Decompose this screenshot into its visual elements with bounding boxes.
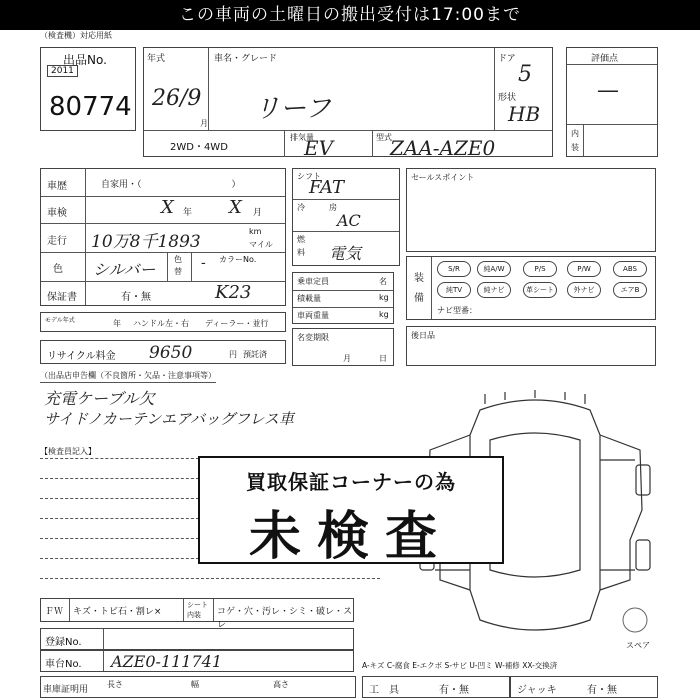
recycle-row <box>40 340 286 364</box>
notes-header: （出品店申告欄（不良箇所・欠品・注意事項等） <box>40 370 216 383</box>
color-change-label-2: 替 <box>174 267 182 276</box>
inspection-month-label: 月 <box>253 208 263 218</box>
chassis-row <box>40 650 354 672</box>
lot-label: 出品No. <box>63 53 107 67</box>
registration-row <box>40 628 354 650</box>
tools-row <box>362 676 510 698</box>
fw-text: キズ・トビ石・割レ× <box>73 607 162 617</box>
color-change-value: - <box>201 255 206 271</box>
equip-genuine-navi: 純ナビ <box>477 282 511 298</box>
month-label: 月 <box>200 119 208 128</box>
seat-text: コゲ・穴・汚レ・シミ・破レ・スレ <box>217 607 353 630</box>
capacity-label: 乗車定員 <box>297 277 329 286</box>
ac-value: AC <box>337 211 361 230</box>
color-no-label: カラーNo. <box>219 255 257 264</box>
recycle-status: 預託済 <box>243 350 267 359</box>
type-label: 型式 <box>376 133 392 142</box>
rating-label: 評価点 <box>591 54 619 64</box>
displacement-label: 排気量 <box>290 133 314 142</box>
model-label: モデル年式 <box>45 317 75 324</box>
equip-power-windows: P/W <box>567 261 601 277</box>
weight-unit: kg <box>379 310 389 319</box>
equip-sunroof: S/R <box>437 261 471 277</box>
jack-row <box>510 676 658 698</box>
recycle-unit: 円 <box>229 350 237 359</box>
capacity-unit: 名 <box>379 277 387 286</box>
saturday-notice-banner: この車両の土曜日の搬出受付は17:00まで <box>0 0 700 30</box>
weight-label: 車両重量 <box>297 311 329 320</box>
equipment-label-2: 備 <box>414 293 424 304</box>
interior-label-2: 装 <box>571 143 579 152</box>
model-row <box>40 312 286 332</box>
equip-genuine-tv: 純TV <box>437 282 471 298</box>
rating-box <box>566 47 658 157</box>
ac-label-1: 冷 <box>297 203 305 212</box>
fuel-label-2: 料 <box>297 248 305 257</box>
shape-label: 形状 <box>498 93 517 103</box>
name-label: 車名・グレード <box>214 54 278 64</box>
name-value: リーフ <box>254 94 331 124</box>
garage-cert-label: 車庫証明用 <box>43 685 89 695</box>
inspection-year-label: 年 <box>183 208 193 218</box>
seat-label-1: シート <box>187 601 208 609</box>
mileage-label: 走行 <box>47 236 67 247</box>
interior-label-1: 内 <box>571 129 579 138</box>
inspection-month-mark: X <box>229 197 242 218</box>
equip-aftermarket-navi: 外ナビ <box>567 282 601 298</box>
equip-airbag: エアB <box>613 282 647 298</box>
equipment-label-1: 装 <box>414 273 424 284</box>
recycle-value: 9650 <box>149 343 193 363</box>
color-no-value: K23 <box>215 282 252 303</box>
inspection-label: 車検 <box>47 208 67 219</box>
equipment-block <box>406 256 656 320</box>
mileage-unit-mile: マイル <box>249 240 273 249</box>
color-value: シルバー <box>93 260 156 279</box>
expiry-label: 名変期限 <box>297 333 329 342</box>
fw-label: ＦＷ <box>45 607 64 617</box>
equip-leather-seats: 革シート <box>523 282 557 298</box>
after-items-label: 後日品 <box>411 331 435 340</box>
warranty-label: 保証書 <box>47 292 77 303</box>
history-label: 車歴 <box>47 181 67 192</box>
height-label: 高さ <box>273 680 289 689</box>
color-change-label-1: 色 <box>174 255 182 264</box>
notes-line-2: サイドノカーテンエアバッグフレス車 <box>44 410 294 428</box>
form-subtitle: （検査機）対応用紙 <box>40 31 112 40</box>
handle-label: ハンドル <box>133 319 165 328</box>
damage-legend: A-キズ C-腐食 E-エクボ S-サビ U-凹ミ W-補修 XX-交換済 <box>362 661 558 670</box>
load-unit: kg <box>379 293 389 302</box>
warranty-value: 有・無 <box>121 292 151 303</box>
sales-point-box <box>406 168 656 252</box>
shift-value: FAT <box>309 177 344 198</box>
after-items-box <box>406 326 656 366</box>
inspection-year-mark: X <box>161 197 174 218</box>
shift-block <box>292 168 400 266</box>
tools-value: 有・無 <box>439 685 469 696</box>
vehicle-info-block <box>143 47 553 160</box>
fw-seat-row <box>40 598 354 630</box>
chassis-value: AZE0-111741 <box>111 652 223 671</box>
displacement-value: EV <box>304 136 334 160</box>
name-change-block <box>292 328 394 366</box>
rating-value: — <box>597 78 619 103</box>
jack-value: 有・無 <box>587 685 617 696</box>
lot-number-box <box>40 47 136 131</box>
stamp-line-1: 買取保証コーナーの為 <box>246 470 456 494</box>
registration-label: 登録No. <box>45 637 82 648</box>
notes-line-1: 充電ケーブル欠 <box>44 389 155 408</box>
expiry-month-label: 月 <box>343 354 351 363</box>
tools-label: 工 具 <box>369 685 399 696</box>
type-value: ZAA-AZE0 <box>390 136 496 160</box>
spare-label: スペア <box>626 641 650 650</box>
shape-value: HB <box>508 102 541 126</box>
navi-model-label: ナビ型番： <box>437 306 477 315</box>
recycle-label: リサイクル料金 <box>47 351 116 362</box>
fuel-value: 電気 <box>329 244 362 263</box>
dealer-label: ディーラー・並行 <box>205 319 269 328</box>
capacity-block <box>292 272 394 324</box>
width-label: 幅 <box>191 680 199 689</box>
nenshiki-value: 26/9 <box>152 86 202 111</box>
mileage-unit-km: km <box>249 227 262 236</box>
color-label: 色 <box>53 264 63 275</box>
door-value: 5 <box>518 62 532 87</box>
load-label: 積載量 <box>297 294 321 303</box>
history-value: 自家用・（ ） <box>101 180 241 190</box>
shift-label: シフト <box>297 172 321 181</box>
history-block <box>40 168 286 306</box>
equip-abs: ABS <box>613 261 647 277</box>
door-label: ドア <box>498 54 516 64</box>
year-box: 2011 <box>47 65 78 77</box>
stamp-line-2: 未検査 <box>248 507 453 567</box>
expiry-day-label: 日 <box>379 354 387 363</box>
equip-power-steering: P/S <box>523 261 557 277</box>
not-inspected-stamp <box>198 456 504 567</box>
drive-type: 2WD・4WD <box>170 142 228 153</box>
garage-cert-row <box>40 676 356 698</box>
inspector-header: 【検査員記入】 <box>40 447 96 456</box>
ac-label-2: 房 <box>329 203 337 212</box>
chassis-label: 車台No. <box>45 659 82 670</box>
lot-number: 80774 <box>49 92 132 122</box>
fuel-label-1: 燃 <box>297 235 305 244</box>
nenshiki-label: 年式 <box>147 54 166 64</box>
handle-value: 左・右 <box>165 319 189 328</box>
length-label: 長さ <box>107 680 123 689</box>
jack-label: ジャッキ <box>517 685 557 696</box>
equip-alloy-wheels: 純A/W <box>477 261 511 277</box>
mileage-value: 10万8千1893 <box>91 232 201 252</box>
model-year-label: 年 <box>113 319 121 328</box>
sales-point-label: セールスポイント <box>411 173 475 182</box>
seat-label-2: 内装 <box>187 611 201 619</box>
